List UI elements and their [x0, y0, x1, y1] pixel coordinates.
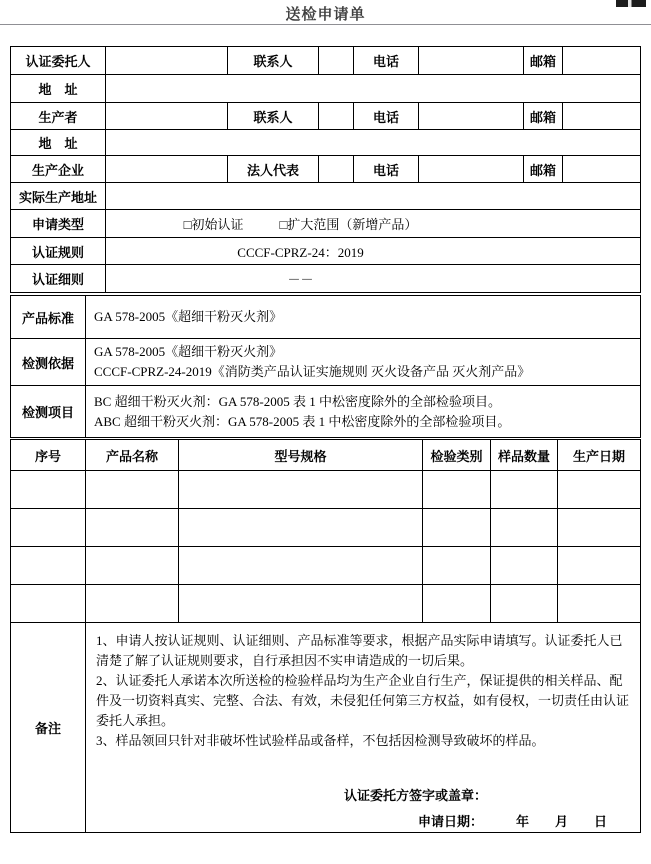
input-cell-model-spec[interactable] — [179, 585, 423, 623]
header-serial-number: 序号 — [11, 440, 86, 471]
row-test-items — [11, 386, 641, 438]
input-cell-production-date[interactable] — [558, 585, 641, 623]
remark-item-1: 1、申请人按认证规则、认证细则、产品标准等要求，根据产品实际申请填写。认证委托人已清楚了解了认证规则要求，自行承担因不实申请造成的一切后果。 — [96, 633, 623, 668]
label-phone: 电话 — [354, 103, 419, 130]
application-date-label: 申请日期： — [418, 814, 484, 829]
input-cell-certification-client[interactable] — [106, 47, 228, 75]
label-certification-detail: 认证细则 — [11, 265, 106, 293]
input-cell-email[interactable] — [563, 47, 641, 75]
label-actual-production-address: 实际生产地址 — [11, 183, 106, 210]
row-producer — [11, 103, 641, 130]
input-cell-contact-person[interactable] — [319, 103, 354, 130]
input-cell-sample-quantity[interactable] — [491, 547, 558, 585]
input-cell-serial[interactable] — [11, 471, 86, 509]
input-cell-sample-quantity[interactable] — [491, 509, 558, 547]
input-cell-email[interactable] — [563, 103, 641, 130]
input-cell-serial[interactable] — [11, 585, 86, 623]
samples-header-row — [11, 440, 641, 471]
input-cell-product-name[interactable] — [86, 471, 179, 509]
label-remarks: 备注 — [11, 623, 86, 833]
page-title: 送检申请单 — [285, 6, 366, 23]
header-production-date: 生产日期 — [558, 440, 641, 471]
label-test-items: 检测项目 — [11, 386, 86, 438]
test-items-value — [86, 386, 641, 438]
input-cell-phone[interactable] — [419, 156, 524, 183]
corner-logo-icon — [616, 0, 646, 7]
input-cell-producer[interactable] — [106, 103, 228, 130]
label-legal-representative: 法人代表 — [228, 156, 319, 183]
input-cell-product-name[interactable] — [86, 585, 179, 623]
standard-line: CCCF-CPRZ-24-2019《消防类产品认证实施规则 灭火设备产品 灭火剂产品》 — [94, 364, 531, 379]
certification-detail-value: －－ — [106, 265, 641, 293]
label-application-type: 申请类型 — [11, 210, 106, 238]
product-standard-value — [86, 296, 641, 339]
row-test-basis — [11, 339, 641, 386]
signature-or-seal-label: 认证委托方签字或盖章： — [344, 788, 488, 803]
input-cell-legal-representative[interactable] — [319, 156, 354, 183]
input-cell-serial[interactable] — [11, 509, 86, 547]
label-phone: 电话 — [354, 47, 419, 75]
label-email: 邮箱 — [524, 103, 563, 130]
label-certification-client: 认证委托人 — [11, 47, 106, 75]
standards-table — [10, 295, 641, 438]
input-cell-inspection-type[interactable] — [423, 585, 491, 623]
header-inspection-type: 检验类别 — [423, 440, 491, 471]
test-item-line: BC 超细干粉灭火剂：GA 578-2005 表 1 中松密度除外的全部检验项目。 — [94, 393, 501, 409]
input-cell-inspection-type[interactable] — [423, 471, 491, 509]
row-producer-address — [11, 130, 641, 156]
input-cell-serial[interactable] — [11, 547, 86, 585]
test-basis-value — [86, 339, 641, 386]
sample-row — [11, 547, 641, 585]
label-email: 邮箱 — [524, 156, 563, 183]
input-cell-production-date[interactable] — [558, 471, 641, 509]
input-cell-inspection-type[interactable] — [423, 547, 491, 585]
sample-row — [11, 471, 641, 509]
application-date-line — [418, 812, 630, 832]
input-cell-phone[interactable] — [419, 103, 524, 130]
label-certification-rule: 认证规则 — [11, 238, 106, 265]
label-test-basis: 检测依据 — [11, 339, 86, 386]
input-cell-production-date[interactable] — [558, 509, 641, 547]
input-cell-sample-quantity[interactable] — [491, 471, 558, 509]
applicant-info-table — [10, 46, 641, 293]
input-cell-contact-person[interactable] — [319, 47, 354, 75]
standard-line: GA 578-2005《超细干粉灭火剂》 — [94, 309, 283, 324]
remark-item-3: 3、样品领回只针对非破坏性试验样品或备样，不包括因检测导致破坏的样品。 — [96, 733, 545, 748]
header-product-name: 产品名称 — [86, 440, 179, 471]
input-cell-model-spec[interactable] — [179, 471, 423, 509]
input-cell-inspection-type[interactable] — [423, 509, 491, 547]
header-sample-quantity: 样品数量 — [491, 440, 558, 471]
input-cell-model-spec[interactable] — [179, 547, 423, 585]
samples-table — [10, 439, 641, 833]
label-email: 邮箱 — [524, 47, 563, 75]
input-cell-manufacturer[interactable] — [106, 156, 228, 183]
input-cell-model-spec[interactable] — [179, 509, 423, 547]
row-actual-production-address — [11, 183, 641, 210]
row-application-type — [11, 210, 641, 238]
input-cell-phone[interactable] — [419, 47, 524, 75]
test-item-line: ABC 超细干粉灭火剂：GA 578-2005 表 1 中松密度除外的全部检验项目。 — [94, 413, 511, 429]
certification-rule-value: CCCF-CPRZ-24：2019 — [106, 238, 641, 265]
input-cell-address[interactable] — [106, 130, 641, 156]
row-certification-client — [11, 47, 641, 75]
row-client-address — [11, 75, 641, 103]
title-divider — [0, 24, 651, 25]
input-cell-actual-production-address[interactable] — [106, 183, 641, 210]
label-address: 地 址 — [11, 75, 106, 103]
input-cell-email[interactable] — [563, 156, 641, 183]
month-label: 月 — [555, 814, 569, 829]
input-cell-product-name[interactable] — [86, 547, 179, 585]
label-contact-person: 联系人 — [228, 103, 319, 130]
remark-item-2: 2、认证委托人承诺本次所送检的检验样品均为生产企业自行生产，保证提供的相关样品、配件及一切资料真实、完整、合法、有效，未侵犯任何第三方权益，如有侵权，一切责任由认证委托人承担。 — [96, 673, 630, 728]
row-certification-detail — [11, 265, 641, 293]
sample-row — [11, 509, 641, 547]
row-product-standard — [11, 296, 641, 339]
input-cell-address[interactable] — [106, 75, 641, 103]
label-phone: 电话 — [354, 156, 419, 183]
day-label: 日 — [594, 814, 608, 829]
label-contact-person: 联系人 — [228, 47, 319, 75]
checkbox-initial-certification[interactable]: □初始认证 — [183, 217, 244, 232]
label-address: 地 址 — [11, 130, 106, 156]
header-model-spec: 型号规格 — [179, 440, 423, 471]
checkbox-scope-expansion[interactable]: □扩大范围（新增产品） — [279, 217, 418, 232]
remarks-row — [11, 623, 641, 833]
label-product-standard: 产品标准 — [11, 296, 86, 339]
row-certification-rule — [11, 238, 641, 265]
row-manufacturer — [11, 156, 641, 183]
label-producer: 生产者 — [11, 103, 106, 130]
input-cell-sample-quantity[interactable] — [491, 585, 558, 623]
sample-row — [11, 585, 641, 623]
label-manufacturer: 生产企业 — [11, 156, 106, 183]
standard-line: GA 578-2005《超细干粉灭火剂》 — [94, 344, 283, 359]
input-cell-production-date[interactable] — [558, 547, 641, 585]
input-cell-product-name[interactable] — [86, 509, 179, 547]
application-type-options — [106, 210, 641, 238]
year-label: 年 — [516, 814, 530, 829]
remarks-content — [86, 623, 641, 833]
